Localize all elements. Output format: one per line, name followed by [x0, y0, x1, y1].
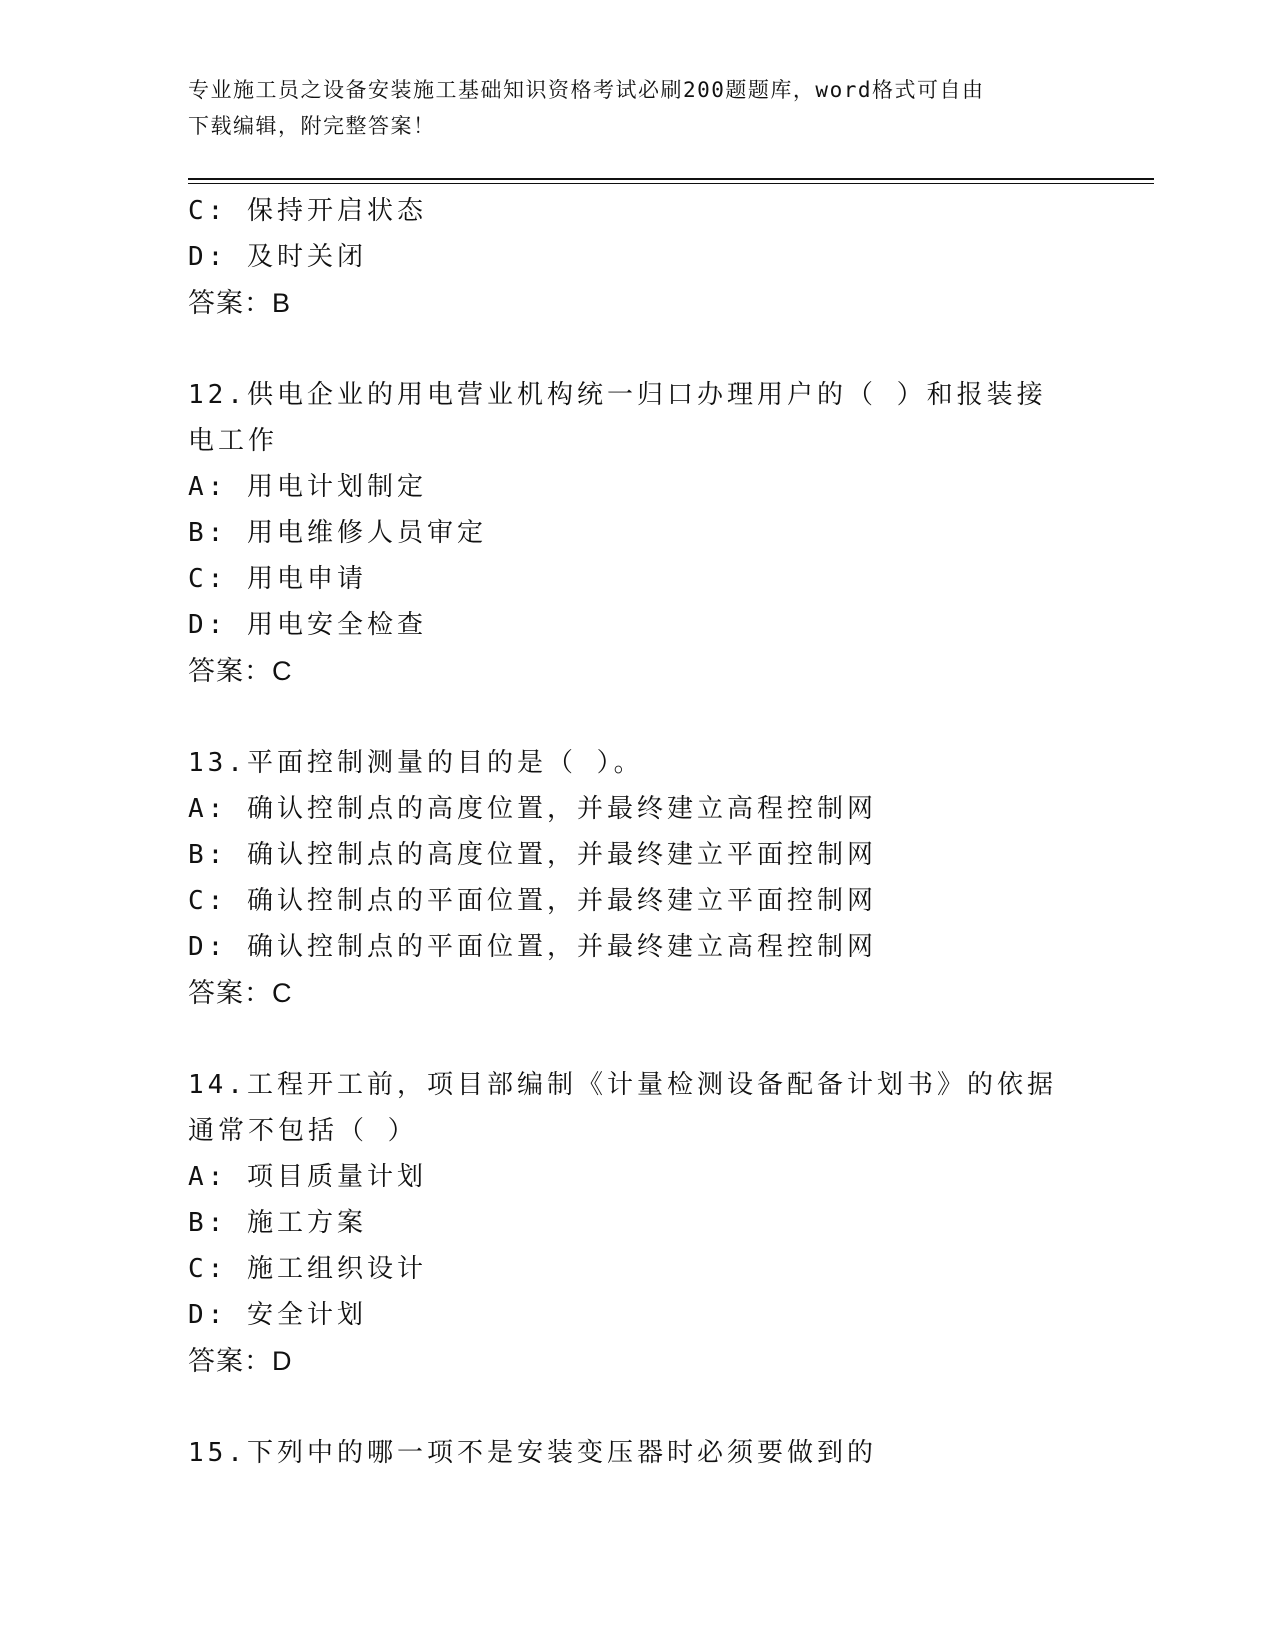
option-b: B: 用电维修人员审定	[188, 518, 487, 548]
question-13	[188, 740, 1088, 1016]
question-15	[188, 1430, 1088, 1476]
header-title-line-2: 下载编辑，附完整答案！	[188, 114, 436, 138]
answer-line: 答案：C	[188, 978, 293, 1008]
option-c: C: 保持开启状态	[188, 196, 427, 226]
document-header	[188, 72, 1068, 144]
question-11-partial	[188, 188, 1088, 326]
option-a: A: 确认控制点的高度位置，并最终建立高程控制网	[188, 794, 877, 824]
question-stem: 15.下列中的哪一项不是安装变压器时必须要做到的	[188, 1438, 877, 1468]
answer-line: 答案：B	[188, 288, 292, 318]
option-d: D: 确认控制点的平面位置，并最终建立高程控制网	[188, 932, 877, 962]
answer-line: 答案：D	[188, 1346, 293, 1376]
option-b: B: 确认控制点的高度位置，并最终建立平面控制网	[188, 840, 877, 870]
question-12	[188, 372, 1088, 694]
question-list	[188, 188, 1088, 1476]
option-d: D: 安全计划	[188, 1300, 367, 1330]
option-d: D: 及时关闭	[188, 242, 367, 272]
question-stem: 12.供电企业的用电营业机构统一归口办理用户的（ ）和报装接电工作	[188, 380, 1047, 456]
option-b: B: 施工方案	[188, 1208, 367, 1238]
option-a: A: 用电计划制定	[188, 472, 427, 502]
header-divider-thick	[188, 178, 1154, 180]
option-c: C: 用电申请	[188, 564, 367, 594]
question-stem: 13.平面控制测量的目的是（ ）。	[188, 748, 644, 778]
option-d: D: 用电安全检查	[188, 610, 427, 640]
header-title-line-1: 专业施工员之设备安装施工基础知识资格考试必刷200题题库，word格式可自由	[188, 78, 985, 102]
option-c: C: 确认控制点的平面位置，并最终建立平面控制网	[188, 886, 877, 916]
answer-line: 答案：C	[188, 656, 293, 686]
option-c: C: 施工组织设计	[188, 1254, 427, 1284]
question-14	[188, 1062, 1088, 1384]
question-stem: 14.工程开工前，项目部编制《计量检测设备配备计划书》的依据通常不包括（ ）	[188, 1070, 1057, 1146]
header-divider-thin	[188, 183, 1154, 184]
option-a: A: 项目质量计划	[188, 1162, 427, 1192]
